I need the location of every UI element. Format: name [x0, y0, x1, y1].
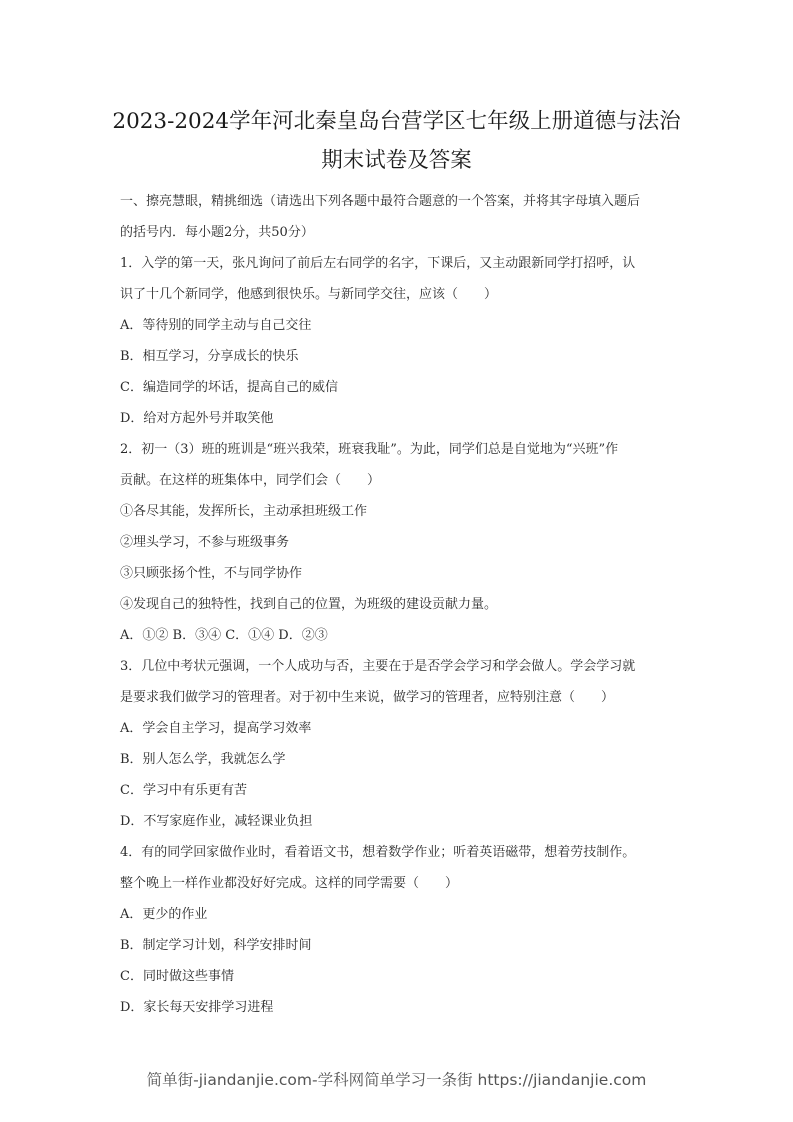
option-b: B．相互学习，分享成长的快乐	[120, 349, 299, 364]
statement-1: ①各尽其能，发挥所长，主动承担班级工作	[120, 504, 368, 519]
option-c: C．学习中有乐更有苦	[120, 783, 247, 798]
question-stem: 整个晚上一样作业都没好好完成。这样的同学需要（ ）	[120, 876, 459, 891]
question-stem: 贡献。在这样的班集体中，同学们会（ ）	[120, 473, 381, 488]
question-stem: 是要求我们做学习的管理者。对于初中生来说，做学习的管理者，应特别注意（ ）	[120, 690, 615, 705]
statement-4: ④发现自己的独特性，找到自己的位置，为班级的建设贡献力量。	[120, 597, 498, 612]
page-footer-watermark: 简单街-jiandanjie.com-学科网简单学习一条街 https://jiandanjie.com	[146, 1071, 647, 1089]
statement-2: ②埋头学习，不参与班级事务	[120, 535, 290, 550]
option-d: D．家长每天安排学习进程	[120, 1000, 274, 1015]
question-3	[120, 651, 690, 837]
option-a: A．等待别的同学主动与自己交往	[120, 318, 312, 333]
option-b: B．别人怎么学，我就怎么学	[120, 752, 286, 767]
option-d: D．给对方起外号并取笑他	[120, 411, 274, 426]
question-stem: 2．初一（3）班的班训是“班兴我荣，班衰我耻”。为此，同学们总是自觉地为“兴班”作	[120, 442, 619, 457]
question-4	[120, 837, 690, 1023]
question-2	[120, 434, 690, 651]
document-title-line-2: 期末试卷及答案	[321, 148, 472, 173]
question-stem: 4．有的同学回家做作业时，看着语文书，想着数学作业；听着英语磁带，想着劳技制作。	[120, 845, 636, 860]
question-1	[120, 248, 690, 434]
option-c: C．编造同学的坏话，提高自己的威信	[120, 380, 338, 395]
question-stem: 识了十几个新同学，他感到很快乐。与新同学交往，应该（ ）	[120, 287, 498, 302]
document-body	[120, 186, 690, 1023]
section-instruction: 一、擦亮慧眼，精挑细选（请选出下列各题中最符合题意的一个答案，并将其字母填入题后	[120, 194, 641, 209]
option-c: C．同时做这些事情	[120, 969, 234, 984]
option-b: B．制定学习计划，科学安排时间	[120, 938, 312, 953]
question-stem: 1．入学的第一天，张凡询问了前后左右同学的名字，下课后，又主动跟新同学打招呼，认	[120, 256, 636, 271]
document-title-line-1: 2023-2024学年河北秦皇岛台营学区七年级上册道德与法治	[112, 109, 681, 134]
option-a: A．更少的作业	[120, 907, 208, 922]
options-line: A．①② B．③④ C．①④ D．②③	[120, 628, 328, 643]
statement-3: ③只顾张扬个性，不与同学协作	[120, 566, 303, 581]
section-instruction: 的括号内．每小题2分，共50分）	[120, 225, 314, 240]
option-a: A．学会自主学习，提高学习效率	[120, 721, 312, 736]
question-stem: 3．几位中考状元强调，一个人成功与否，主要在于是否学会学习和学会做人。学会学习就	[120, 659, 636, 674]
option-d: D．不写家庭作业，减轻课业负担	[120, 814, 313, 829]
